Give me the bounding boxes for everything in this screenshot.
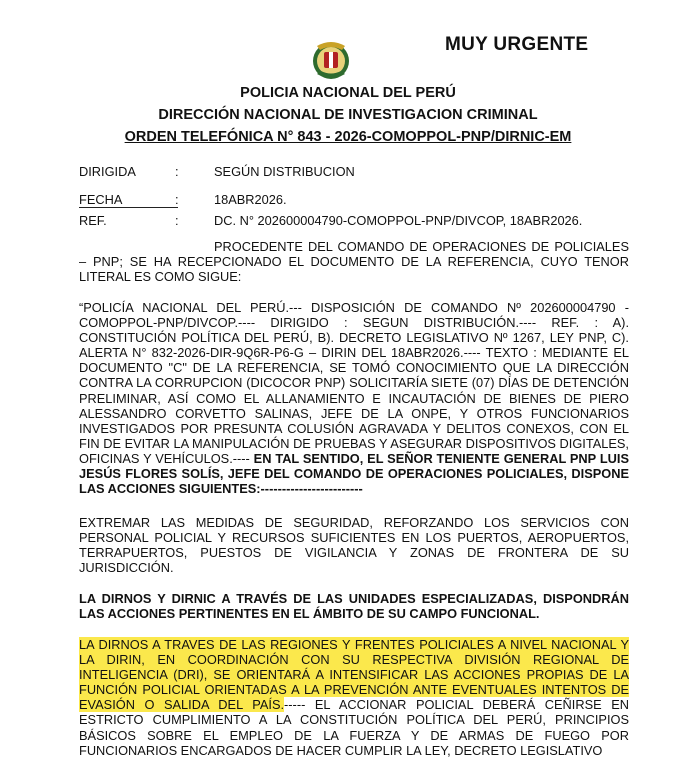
meta-value: SEGÚN DISTRIBUCION	[214, 164, 355, 179]
meta-label: FECHA	[79, 192, 178, 208]
meta-colon: :	[175, 192, 179, 207]
paragraph-security-measures: EXTREMAR LAS MEDIDAS DE SEGURIDAD, REFORZANDO LOS SERVICIOS CON PERSONAL POLICIAL Y RECURSOS SUFICIENTES EN LOS PUERTOS, AEROPUERTOS, TERRAPUERTOS, PUESTOS DE VIGILANCIA Y ZONAS DE FRONTERA DE SU JURISDICCIÓN.	[79, 515, 629, 576]
paragraph-dirnos-orders	[79, 637, 629, 758]
meta-value: 18ABR2026.	[214, 192, 287, 207]
meta-ref	[79, 213, 639, 229]
paragraph-continuation: ----- EL ACCIONAR POLICIAL DEBERÁ CEÑIRSE EN ESTRICTO CUMPLIMIENTO A LA CONSTITUCIÓN POLÍTICA DEL PERÚ, PRINCIPIOS BÁSICOS SOBRE EL EMPLEO DE LA FUERZA Y DE ARMAS DE FUEGO POR FUNCIONARIOS ENCARGADOS DE HACER CUMPLIR LA LEY, DECRETO LEGISLATIVO	[79, 697, 629, 758]
meta-value: DC. N° 202600004790-COMOPPOL-PNP/DIVCOP, 18ABR2026.	[214, 213, 583, 228]
header-order-number: ORDEN TELEFÓNICA N° 843 - 2026-COMOPPOL-PNP/DIRNIC-EM	[124, 129, 572, 145]
disposition-text: “POLICÍA NACIONAL DEL PERÚ.--- DISPOSICIÓN DE COMANDO Nº 202600004790 - COMOPPOL-PNP/DIVCOP.---- DIRIGIDO : SEGUN DISTRIBUCIÓN.---- REF. : A). CONSTITUCIÓN POLÍTICA DEL PERÚ, B). DECRETO LEGISLATIVO Nº 1267, LEY PNP, C). ALERTA N° 832-2026-DIR-9Q6R-P6-G – DIRIN DEL 18ABR2026.---- TEXTO : MEDIANTE EL DOCUMENTO "C" DE LA REFERENCIA, SE TOMÓ CONOCIMIENTO QUE LA DIRECCIÓN CONTRA LA CORRUPCION (DICOCOR PNP) SOLICITARÍA SIETE (07) DÍAS DE DETENCIÓN PRELIMINAR, ASÍ COMO EL ALLANAMIENTO E INCAUTACIÓN DE BIENES DE PIERO ALESSANDRO CORVETTO SALINAS, JEFE DE LA ONPE, Y OTROS FUNCIONARIOS INVESTIGADOS POR PRESUNTA COLUSIÓN AGRAVADA Y DELITOS CONEXOS, CON EL FIN DE EVITAR LA MANIPULACIÓN DE PRUEBAS Y ASEGURAR DISPOSITIVOS DIGITALES, OFICINAS Y VEHÍCULOS.----	[79, 300, 629, 466]
disposition-bold-text: EN TAL SENTIDO, EL SEÑOR TENIENTE GENERAL PNP LUIS JESÚS FLORES SOLÍS, JEFE DEL COMANDO DE OPERACIONES POLICIALES, DISPONE LAS ACCIONES SIGUIENTES:------------------------	[79, 450, 629, 497]
highlighted-text: LA DIRNOS A TRAVES DE LAS REGIONES Y FRENTES POLICIALES A NIVEL NACIONAL Y LA DIRIN, EN COORDINACIÓN CON SU RESPECTIVA DIVISIÓN REGIONAL DE INTELIGENCIA (DRI), SE ORIENTARÁ A INTENSIFICAR LAS ACCIONES PROPIAS DE LA FUNCIÓN POLICIAL ORIENTADAS A LA PREVENCIÓN ANTE EVENTUALES INTENTOS DE EVASIÓN O SALIDA DEL PAÍS.	[79, 637, 629, 713]
paragraph-disposition	[79, 300, 629, 496]
meta-dirigida	[79, 164, 639, 180]
paragraph-intro: PROCEDENTE DEL COMANDO DE OPERACIONES DE POLICIALES – PNP; SE HA RECEPCIONADO EL DOCUMENTO DE LA REFERENCIA, CUYO TENOR LITERAL ES COMO SIGUE:	[79, 239, 629, 285]
urgency-label: MUY URGENTE	[445, 34, 589, 55]
meta-label: DIRIGIDA	[79, 164, 136, 179]
header-directorate: DIRECCIÓN NACIONAL DE INVESTIGACION CRIMINAL	[158, 107, 538, 123]
paragraph-dirnos-dirnic: LA DIRNOS Y DIRNIC A TRAVÉS DE LAS UNIDADES ESPECIALIZADAS, DISPONDRÁN LAS ACCIONES PERTINENTES EN EL ÁMBITO DE SU CAMPO FUNCIONAL.	[79, 591, 629, 622]
police-crest-icon	[309, 38, 353, 82]
meta-fecha	[79, 192, 639, 208]
meta-label: REF.	[79, 213, 107, 228]
meta-colon: :	[175, 213, 179, 228]
meta-colon: :	[175, 164, 179, 179]
header-institution: POLICIA NACIONAL DEL PERÚ	[240, 85, 456, 101]
